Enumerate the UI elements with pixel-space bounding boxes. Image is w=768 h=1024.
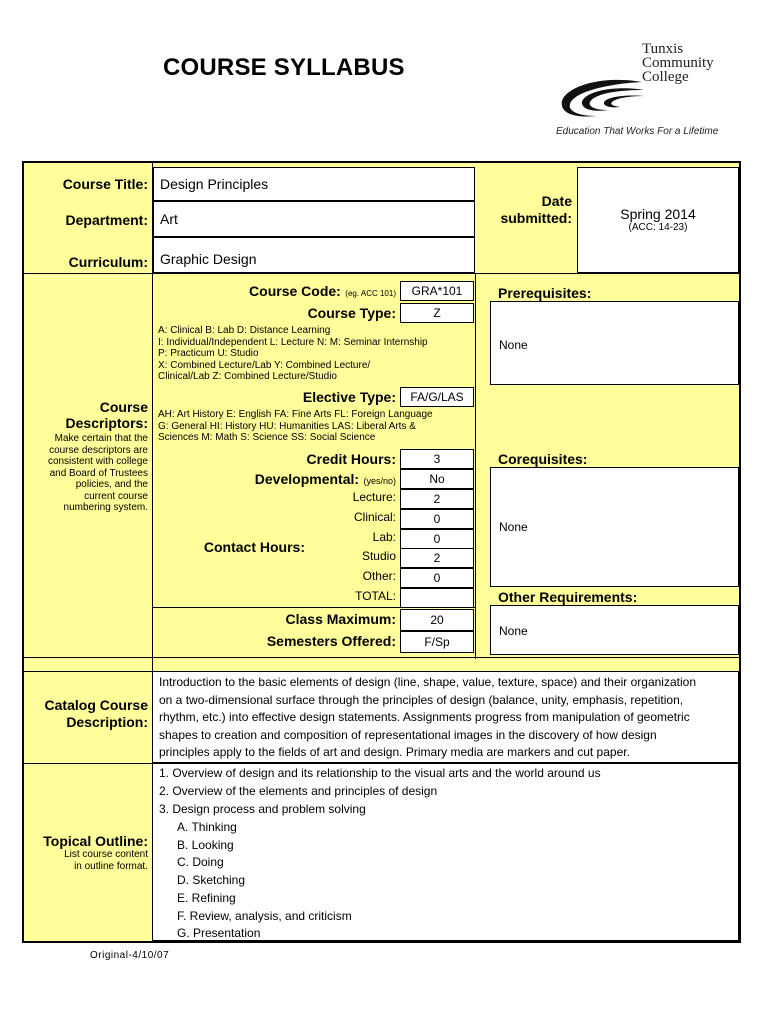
- total-hours-field[interactable]: [400, 588, 474, 608]
- department-label: Department:: [65, 212, 148, 228]
- developmental-label: Developmental: (yes/no): [254, 471, 396, 487]
- clinical-label: Clinical:: [353, 510, 396, 524]
- credit-hours-field[interactable]: 3: [400, 449, 474, 469]
- descriptors-section-label: Course Descriptors: Make certain that the course descriptors are consistent with college and Board of Trustees policies, and the current course numbering system.: [47, 399, 148, 513]
- prerequisites-field[interactable]: None: [490, 301, 739, 385]
- prerequisites-label: Prerequisites:: [498, 285, 592, 301]
- catalog-description-label: Catalog Course Description:: [44, 697, 148, 730]
- course-code-label: Course Code: (eg. ACC 101): [249, 283, 396, 299]
- topical-outline-help: List course content in outline format.: [64, 849, 148, 872]
- lecture-label: Lecture:: [352, 490, 396, 504]
- course-type-field[interactable]: Z: [400, 303, 474, 323]
- outline-subitem: D. Sketching: [177, 873, 246, 887]
- contact-hours-label: Contact Hours:: [203, 539, 305, 555]
- lab-hours-field[interactable]: 0: [400, 529, 474, 549]
- swoosh-icon: [556, 72, 646, 132]
- corequisites-field[interactable]: None: [490, 467, 739, 587]
- outline-subitem: E. Refining: [177, 891, 236, 905]
- outline-item: 3. Design process and problem solving: [159, 802, 366, 816]
- other-requirements-field[interactable]: None: [490, 605, 739, 655]
- elective-type-field[interactable]: FA/G/LAS: [400, 387, 474, 407]
- syllabus-form: [22, 161, 741, 943]
- date-field[interactable]: [577, 167, 739, 273]
- other-requirements-label: Other Requirements:: [498, 589, 638, 605]
- course-title-label: Course Title:: [62, 176, 148, 192]
- date-note: (ACC: 14-23): [628, 222, 688, 233]
- credit-hours-label: Credit Hours:: [306, 451, 396, 467]
- course-code-field[interactable]: GRA*101: [400, 281, 474, 301]
- date-label: Date submitted:: [500, 193, 572, 226]
- lecture-hours-field[interactable]: 2: [400, 489, 474, 509]
- topical-outline-label: Topical Outline: List course content in outline format.: [43, 833, 148, 872]
- total-label: TOTAL:: [355, 589, 396, 603]
- curriculum-field[interactable]: Graphic Design: [153, 237, 475, 273]
- course-type-label: Course Type:: [307, 305, 396, 321]
- other-label: Other:: [362, 569, 396, 583]
- outline-subitem: G. Presentation: [177, 926, 261, 940]
- developmental-field[interactable]: No: [400, 469, 474, 489]
- outline-subitem: F. Review, analysis, and criticism: [177, 909, 352, 923]
- curriculum-label: Curriculum:: [68, 254, 148, 270]
- outline-item: 2. Overview of the elements and principles of design: [159, 784, 438, 798]
- footer-version: Original-4/10/07: [90, 950, 170, 961]
- semesters-offered-label: Semesters Offered:: [266, 633, 396, 649]
- class-maximum-label: Class Maximum:: [285, 611, 396, 627]
- document-title: COURSE SYLLABUS: [163, 54, 405, 81]
- corequisites-label: Corequisites:: [498, 451, 588, 467]
- clinical-hours-field[interactable]: 0: [400, 509, 474, 529]
- catalog-description-field[interactable]: Introduction to the basic elements of design (line, shape, value, texture, space) and their organization on a two-dimensional surface through the principles of design (balance, unity, emphasis, repetition, rhythm, etc.) into effective design statements. Assignments progress from manipulation of geometric shapes to creation and composition of representational images in the discovery of how design principles apply to the fields of art and design. Primary media are markers and cut paper.: [152, 671, 739, 763]
- outline-subitem: B. Looking: [177, 838, 234, 852]
- date-value: Spring 2014: [620, 206, 696, 222]
- logo-text: Tunxis Community College: [642, 41, 714, 85]
- elective-type-label: Elective Type:: [302, 389, 396, 405]
- studio-hours-field[interactable]: 2: [400, 548, 474, 568]
- class-maximum-field[interactable]: 20: [400, 609, 474, 631]
- outline-subitem: C. Doing: [177, 855, 224, 869]
- other-hours-field[interactable]: 0: [400, 568, 474, 588]
- topical-outline-field[interactable]: [152, 763, 739, 941]
- college-logo: [556, 42, 728, 142]
- logo-tagline: Education That Works For a Lifetime: [556, 126, 719, 137]
- semesters-offered-field[interactable]: F/Sp: [400, 631, 474, 653]
- department-field[interactable]: Art: [153, 201, 475, 237]
- course-title-field[interactable]: Design Principles: [153, 167, 475, 201]
- outline-item: 1. Overview of design and its relationship to the visual arts and the world around us: [159, 766, 601, 780]
- course-type-legend: A: Clinical B: Lab D: Distance Learning I: Individual/Independent L: Lecture N: M: Seminar Internship P: Practicum U: Studio X: Combined Lecture/Lab Y: Combined Lecture/ Clinical/Lab Z: Combined Lecture/Studio: [158, 325, 428, 382]
- elective-type-legend: AH: Art History E: English FA: Fine Arts FL: Foreign Language G: General HI: History HU: Humanities LAS: Liberal Arts & Sciences M: Math S: Science SS: Social Science: [158, 409, 433, 443]
- studio-label: Studio: [361, 549, 396, 563]
- descriptors-help: Make certain that the course descriptors are consistent with college and Board of Trustees policies, and the current course numbering system.: [47, 433, 148, 513]
- outline-subitem: A. Thinking: [177, 820, 237, 834]
- lab-label: Lab:: [372, 530, 396, 544]
